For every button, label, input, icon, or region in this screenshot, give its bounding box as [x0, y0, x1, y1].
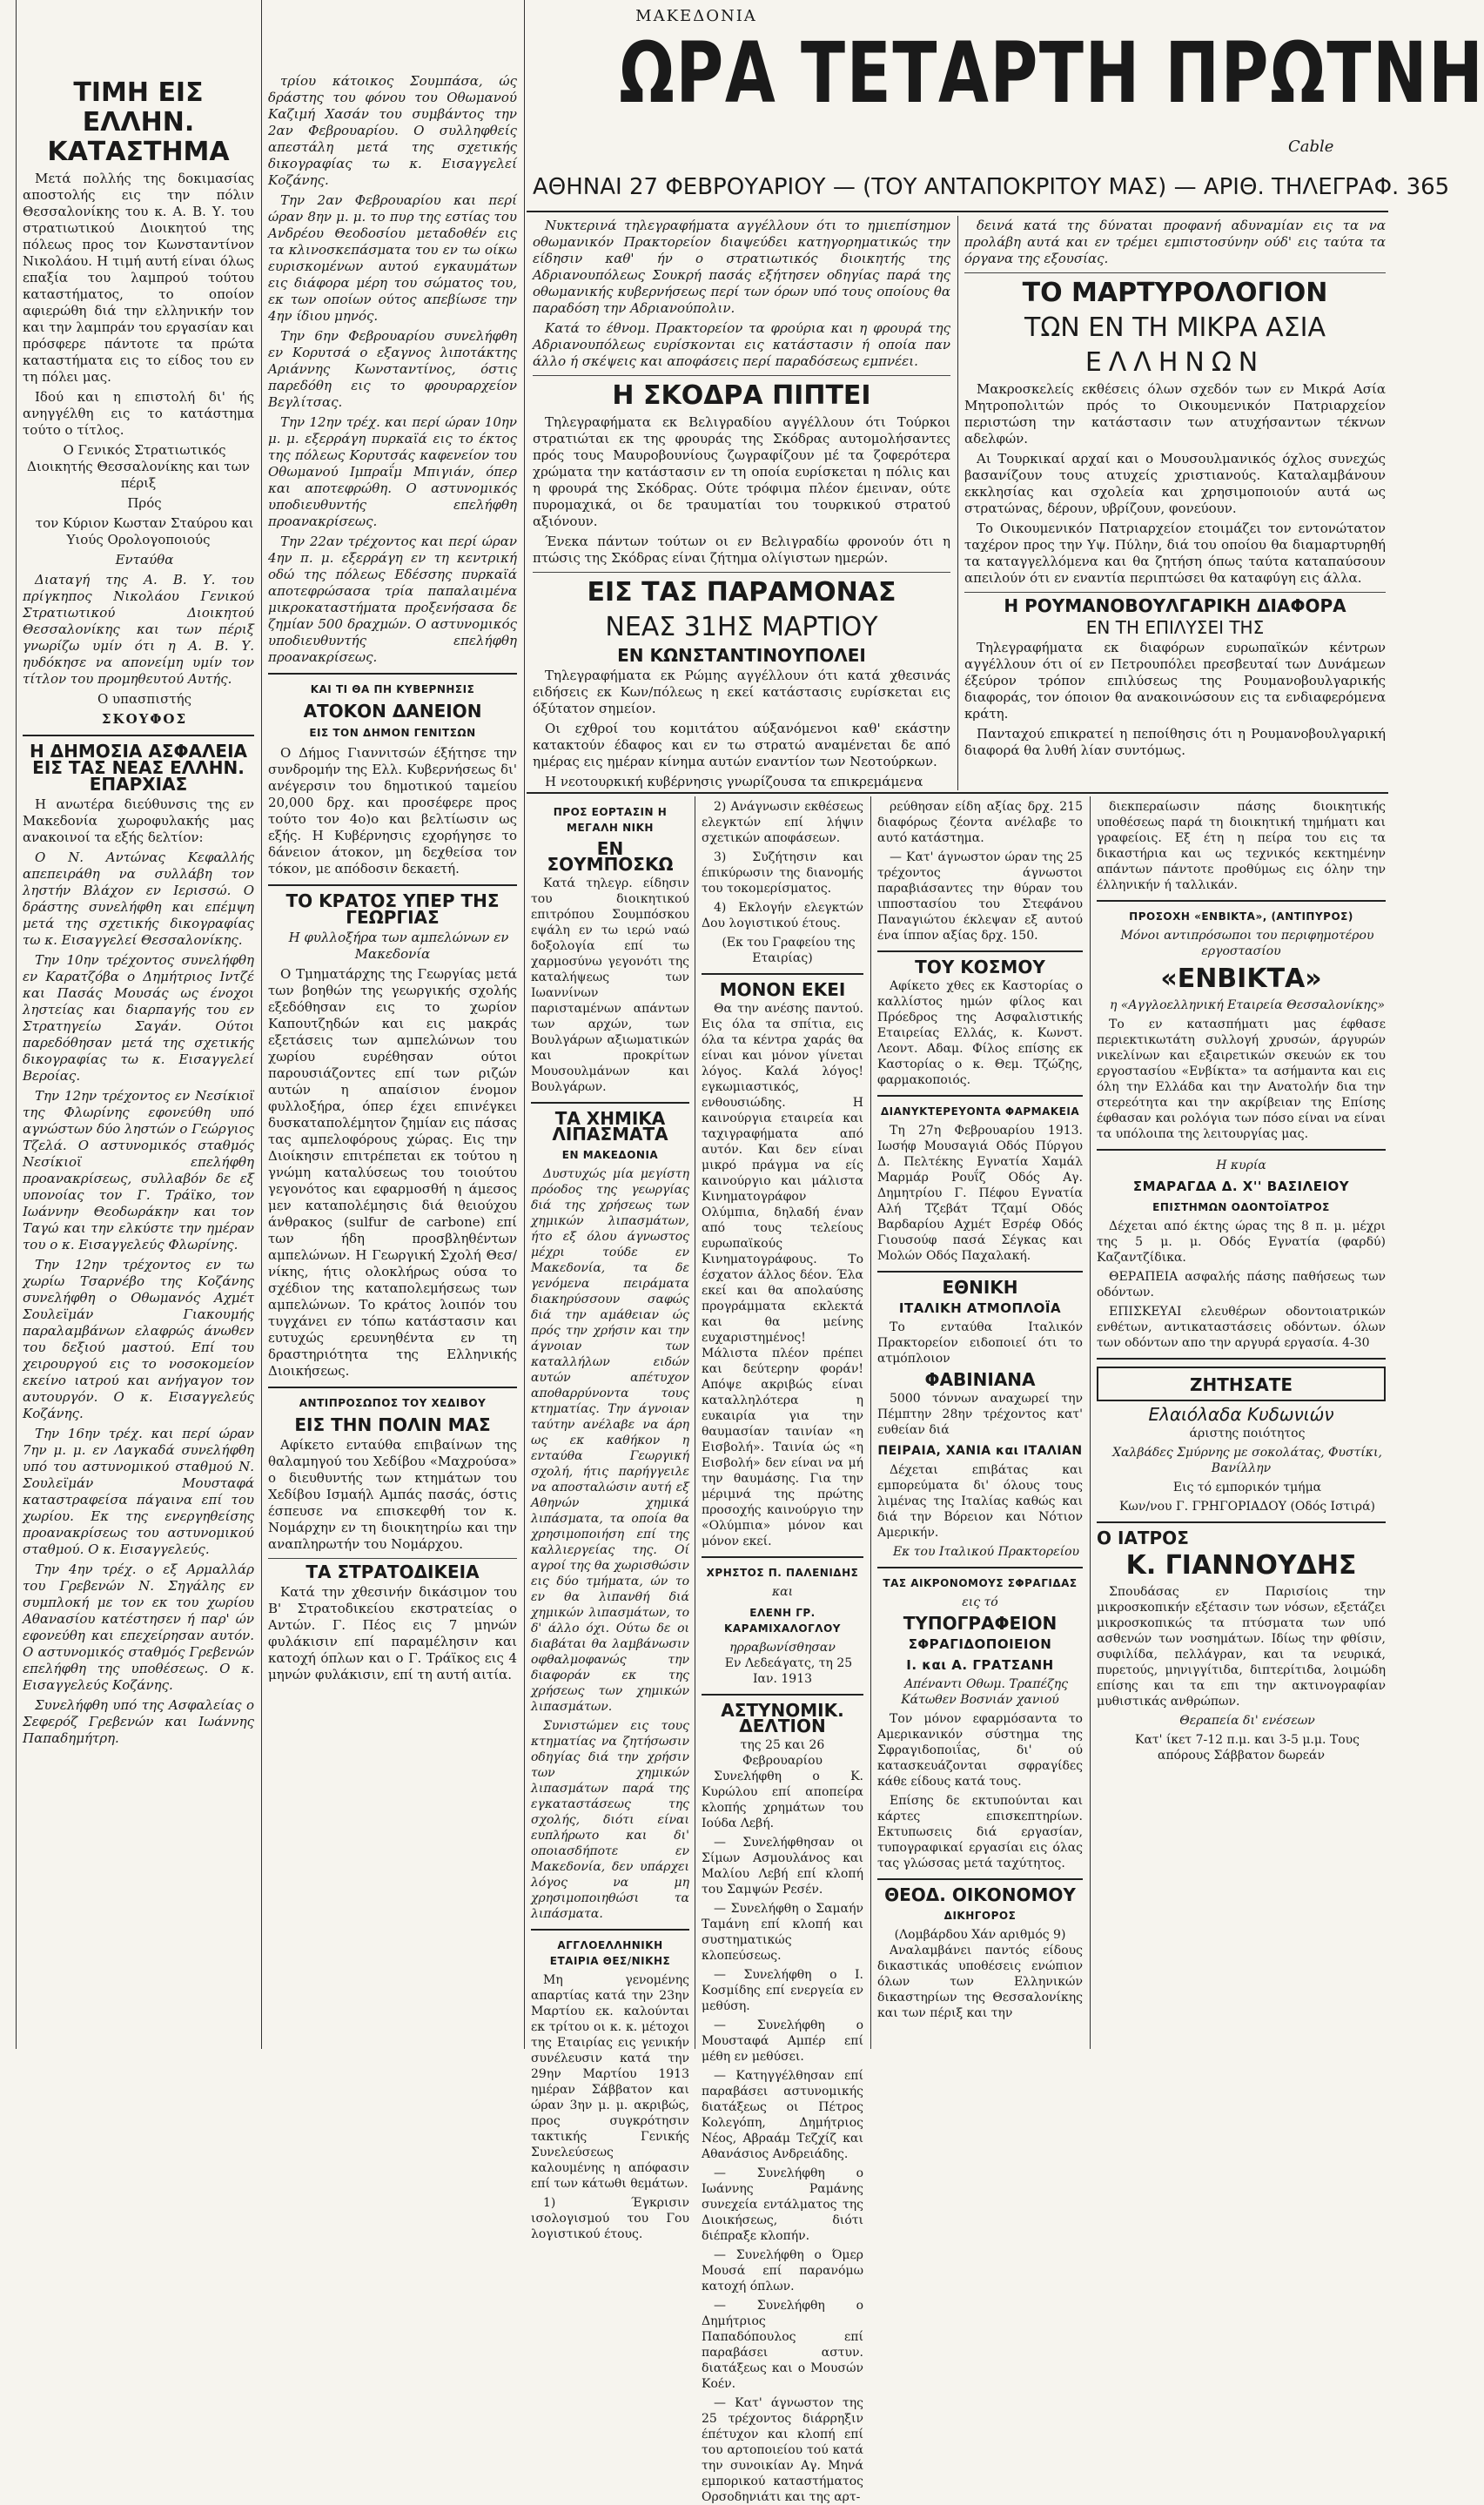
- article-paragraph: — Κατ' άγνωστον της 25 τρέχοντος διάρρηξιν έπέτυχον και κλοπή επί του αρτοποιείου τού κατά την συνοικίαν Αγ. Μηνά εμπορικού καταστήματος Ορσοδηνιάτι και της αρτ-: [702, 2396, 863, 2504]
- ad-address: Απέναντι Οθωμ. Τραπέζης Κάτωθεν Βοσνιάν χανιού: [901, 1677, 1068, 1707]
- divider: [877, 1878, 1083, 1880]
- divider: [268, 1387, 517, 1388]
- article-heading: ΜΟΝΟΝ ΕΚΕΙ: [719, 979, 846, 1000]
- article-paragraph: 3) Συζήτησιν και έπικύρωσιν της διανομής του τοκομερίσματος.: [702, 850, 863, 896]
- ad-heading: ΖΗΤΗΣΑΤΕ: [1189, 1374, 1293, 1395]
- divider: [23, 735, 254, 736]
- ad-heading: «ΕΝΒΙΚΤΑ»: [1160, 964, 1322, 994]
- article-paragraph: Κατά την χθεσινήν δικάσιμον του Β' Στρατοδικείου εκστρατείας ο Αντών. Γ. Πέος εις 7 μηνών φυλάκισιν επί παραμέλησιν και κατοχή όπλων και ο Γ. Τράϊκος εις 4 μηνών φυλάκισιν, επί τη αυτή αιτία.: [268, 1584, 517, 1682]
- article-paragraph: — Κατηγγέλθησαν επί παραβάσει αστυνομικής διατάξεως οι Πέτρος Κολεγόπη, Δημήτριος Νέος, Αβραάμ Τεζχίζ και Αθανάσιος Ανδρειάδης.: [702, 2069, 863, 2161]
- divider: [533, 375, 950, 376]
- ad-paragraph: 5000 τόννων αναχωρεί την Πέμπτην 28ην τρέχοντος κατ' ευθείαν διά: [877, 1392, 1083, 1437]
- article-paragraph: Ο Τμηματάρχης της Γεωργίας μετά των βοηθών της γεωργικής σχολής εξεδόθησαν εις το χωρίον Καπουτζηδών και εις μακράς εξετάσεις των αμπελώνων του χωρίου ευρέθησαν ούτοι παρουσιάζοντες επί των ριζών αυτών η απαίσιον ένομον φυλλοξήρα, όπερ έχει επινέγκει δυσκαταπολέμητον ζημίαν εις πάσας τας αμπελοφόρους χώρας. Εις την Διοίκησιν επιτρέπεται εκ τούτου η γνώμη καταλύσεως του τοιούτου γεγονότος και εφαρμοσθή η άμεσος μεν καταπολέμησις διά θειούχου άνθρακος (sulfur de carbone) επί των ήδη προσβληθέντων αμπελώνων. Η Γεωργική Σχολή Θεσ/νίκης, ήτις ολοκλήρως ούσα το σχέδιον της καταπολεμήσεως των αμπελώνων. Το κράτος λοιπόν του τυγχάνει εν τόπω κατάστασιν και ευτυχώς ερευνηθέντα εν τη δραστηριότητα της Ελληνικής Διοικήσεως.: [268, 966, 517, 1379]
- divider: [702, 1694, 863, 1696]
- letter-location: Ενταύθα: [115, 552, 174, 567]
- ad-destinations: ΠΕΙΡΑΙΑ, ΧΑΝΙΑ και ΙΤΑΛΙΑΝ: [877, 1444, 1083, 1458]
- ad-paragraph: Σπουδάσας εν Παρισίοις την μικροσκοπικήν εξέτασιν των νόσων, εξετάζει μικροσκοπικώς τα πτύσματα των υπό ασθενών των νοσημάτων. Ιδίως την φθίσιν, συφιλίδα, πελλάγραν, και τα νευρικά, πυρετούς, μηνιγγίτιδα, διπτερίτιδα, λοιμώδη επίσης και τα επι την ακτινογραφίαν μυθιστικάς ανθρώπων.: [1097, 1585, 1386, 1709]
- divider: [877, 950, 1083, 952]
- ad-address: (Λομβάρδου Χάν αριθμός 9): [894, 1928, 1066, 1942]
- ad-paragraph: Μόνοι αντιπρόσωποι του περιφημοτέρου εργοστασίου: [1120, 929, 1374, 958]
- banner-container: [531, 24, 1484, 127]
- ad-paragraph: ΕΠΙΣΚΕΥΑΙ ελευθέρων οδοντοιατρικών ενθέτων, αντικαταστάσεις οδόντων. όλων των οδόντων απο την αργυρά εργασία. 4-30: [1097, 1305, 1386, 1350]
- article-paragraph: Συνελήφθη υπό της Ασφαλείας ο Σεφερόζ Γρεβενών και Ιωάννης Παπαδημήτρη.: [23, 1697, 254, 1746]
- ad-heading: Κ. ΓΙΑΝΝΟΥΔΗΣ: [1125, 1550, 1357, 1581]
- article-heading: Η ΡΟΥΜΑΝΟΒΟΥΛΓΑΡΙΚΗ ΔΙΑΦΟΡΑ: [1004, 595, 1346, 616]
- article-paragraph: Αφίκετο χθες εκ Καστορίας ο καλλίστος ημών φίλος και Πρόεδρος της Ασφαλιστικής Εταιρείας Ελλάς, κ. Κωνστ. Λεοντ. Αδαμ. Φίλος επίσης εκ Καστορίας ο κ. Θεμ. Τζώζης, φαρμακοποιός.: [877, 979, 1083, 1087]
- article-heading: ΔΙΑΝΥΚΤΕΡΕΥΟΝΤΑ ΦΑΡΜΑΚΕΙΑ: [880, 1105, 1080, 1118]
- article-heading: ΑΤΟΚΟΝ ΔΑΝΕΙΟΝ: [303, 701, 482, 722]
- article-subheading: ΕΝ ΤΗ ΕΠΙΛΥΣΕΙ ΤΗΣ: [1085, 617, 1265, 638]
- signer-title: Ο υπασπιστής: [97, 691, 192, 707]
- article-kicker: ΚΑΙ ΤΙ ΘΑ ΠΗ ΚΥΒΕΡΝΗΣΙΣ: [310, 683, 475, 695]
- article-heading: ΤΟ ΜΑΡΤΥΡΟΛΟΓΙΟΝ: [1022, 278, 1328, 308]
- article-paragraph: Μετά πολλής της δοκιμασίας αποστολής εις την πόλιν Θεσσαλονίκης του κ. Α. Β. Υ. του στρατιωτικού Διοικητού της πόλεως προς τον Κωνσταντίνον Νικολάου. Η τιμή αυτή είναι όλως επαξία του λαμπρού τούτου καταστήματος, το οποίον αφιερώθη διά την ελληνικήν τον και την λαμπράν του εργασίαν και πρόσφερε πάντοτε τα πρώτα καταστήματα εις το είδος του εν τη πόλει μας.: [23, 171, 254, 385]
- article-paragraph: Την 22αν τρέχοντος και περί ώραν 4ην π. μ. εξερράγη εν τη κεντρική οδώ της πόλεως Εδέσσης πυρκαϊά αποτεφρώσασα τρία παπαλαιμένα μικροκαταστήματα προξενήσασα δε ζημίαν 500 δραχμών. Ο αστυνομικός υποδιευθυντής επελήφθη προανακρίσεως.: [268, 534, 517, 665]
- article-paragraph: — Συνελήφθη ο Όμερ Μουσά επί παρανόμω κατοχή όπλων.: [702, 2248, 863, 2293]
- article-paragraph: 2) Ανάγνωσιν εκθέσεως ελεγκτών επί λήψιν σχετικών αποφάσεων.: [702, 800, 863, 845]
- wedding-name: ΕΛΕΝΗ ΓΡ. ΚΑΡΑΜΙΧΑΛΟΓΛΟΥ: [724, 1607, 841, 1635]
- letter-body: Διαταγή της Α. Β. Υ. του πρίγκηπος Νικολάου Γενικού Στρατιωτικού Διοικητού Θεσσαλονίκης και των πέριξ γνωρίζω υμίν ότι η Α. Β. Υ. ηυδόκησε να απονείμη υμίν τον τίτλον του προμηθευτού Αυτής.: [23, 572, 254, 687]
- column-5: [877, 799, 1083, 2044]
- article-heading: ΤΩΝ ΕΝ ΤΗ ΜΙΚΡΑ ΑΣΙΑ: [1024, 312, 1326, 343]
- article-paragraph: Την 12ην τρέχ. και περί ώραν 10ην μ. μ. εξερράγη πυρκαϊά εις το έκτος της πόλεως Κορυτσάς καφενείον του Οθωμανού Ιμπραΐμ Μπιγιάν, όπερ και αποτεφρώθη. Ο αστυνομικός υποδιευθυντής επελήφθη προανακρίσεως.: [268, 414, 517, 529]
- article-heading: ΕΝ ΣΟΥΜΠΟΣΚΩ: [547, 838, 674, 875]
- divider: [533, 572, 950, 573]
- article-subheading: της 25 και 26 Φεβρουαρίου: [740, 1738, 825, 1768]
- ad-paragraph: Θεραπεία δι' ενέσεων: [1179, 1714, 1315, 1728]
- article-paragraph: Την 12ην τρέχοντος εν Νεσίκιοϊ της Φλωρίνης εφονεύθη υπό αγνώστων δύο ληστών ο Γεώργιος Τζελά. Ο αστυνομικός σταθμός Νεσίκιοϊ επελήφθη προανακρίσεως, συλλαβόν δε εξ υπονοίας τον Γ. Τράϊκο, τον Ιωάννην Θεοδωράκην και τον Ταγώ και την ελκύστε την ημέραν του ο κ. Εισαγγελεύς Φλωρίνης.: [23, 1088, 254, 1252]
- column-rule: [870, 796, 871, 2049]
- article-paragraph: Ο Ν. Αντώνας Κεφαλλής απεπειράθη να συλλάβη τον ληστήν Βλάχον εν Ιερισσώ. Ο δράστης συνελήφθη και επέμψη μετά της σχετικής δικογραφίας τω κ. Εισαγγελεί Θεσσαλονίκης.: [23, 850, 254, 948]
- ad-heading: ΙΤΑΛΙΚΗ ΑΤΜΟΠΛΟΪΑ: [898, 1300, 1062, 1316]
- divider: [877, 1271, 1083, 1273]
- ad-paragraph: Το ενταύθα Ιταλικόν Πρακτορείον ειδοποιεί ότι το ατμόπλοιον: [877, 1320, 1083, 1366]
- article-paragraph: Τηλεγραφήματα εκ διαφόρων ευρωπαϊκών κέντρων αγγέλλουν ότι οί εν Πετρουπόλει πρεσβευταί των Δυνάμεων έξεύρον τρόπον επιλύσεως της Ρουμανοβουλγαρικής διαφοράς, τον όποιον θα ανακοινώσουν εις τα ενδιαφερόμενα κράτη.: [964, 640, 1386, 722]
- divider: [268, 884, 517, 886]
- ad-paragraph: Το εν κατασπήματι μας έφθασε περιεκτικωτάτη συλλογή χρυσών, άργυρών νικελίνων και εξαιρετικών σκευών εκ του εργοστασίου «Ενβίκτα» τα ασήμαντα και εις όλη την Ελλάδα και την Ανατολήν δια την στερεότητα και την ακρίβειαν της Επίσης έφθασαν και ρολόγια των πόσο είναι να είναι τα υπόλοιπα της λειτουργίας μας.: [1097, 1017, 1386, 1141]
- article-paragraph: Οι εχθροί του κομιτάτου αύξανόμενοι καθ' εκάστην κατακτούν έδαφος και εν τω στρατώ αναμένεται δε από ημέρας εις ημέραν κίνημα αυτών εναντίον των Νεοτούρκων.: [533, 721, 950, 769]
- telegrams-left: [533, 218, 950, 788]
- section-rule: [527, 792, 1388, 794]
- ad-paragraph: Κων/νου Γ. ΓΡΗΓΟΡΙΑΔΟΥ (Οδός Ιστιρά): [1118, 1500, 1376, 1514]
- letter-sender: Ο Γενικός Στρατιωτικός Διοικητής Θεσσαλονίκης και των πέριξ: [27, 442, 250, 491]
- article-paragraph: δεινά κατά της δύναται προφανή αδυναμίαν εις τα να προλάβη αυτά και εν τρέμει εμπιστοσύνην ούδ' εις ταύτα τα όργανα της εξουσίας.: [964, 218, 1386, 266]
- column-rule: [261, 0, 262, 2049]
- ad-paragraph: Τον μόνον εφαρμόσαντα το Αμερικανικόν σύστημα της Σφραγιδοποιΐας, δι' ού κατασκευάζονται σφραγίδες κάθε είδους κατά τους.: [877, 1712, 1083, 1789]
- article-paragraph: 4) Εκλογήν ελεγκτών Δου λογιστικού έτους.: [702, 901, 863, 930]
- ad-heading: Ελαιόλαδα Κυδωνιών: [1148, 1404, 1334, 1425]
- article-paragraph: Μη γενομένης απαρτίας κατά την 23ην Μαρτίου εκ. καλούνται εκ τρίτου οι κ. κ. μέτοχοι της Εταιρίας εις γενικήν συνέλευσιν κατά την 29ην Μαρτίου 1913 ημέραν Σάββατον και ώραν 3ην μ. μ. ακριβώς, προς συγκρότησιν τακτικής Γενικής Συνελεύσεως καλουμένης η απόφασιν επί των κάτωθι θεμάτων.: [531, 1973, 689, 2191]
- ad-heading: ΣΦΡΑΓΙΔΟΠΟΙΕΙΟΝ: [908, 1636, 1052, 1652]
- divider: [1097, 1358, 1386, 1360]
- article-subheading: Η φυλλοξήρα των αμπελώνων εν Μακεδονία: [288, 930, 509, 962]
- dateline: ΑΘΗΝΑΙ 27 ΦΕΒΡΟΥΑΡΙΟΥ — (ΤΟΥ ΑΝΤΑΠΟΚΡΙΤΟΥ ΜΑΣ) — ΑΡΙΘ. ΤΗΛΕΓΡΑΦ. 365: [533, 174, 1450, 200]
- divider: [1097, 1149, 1386, 1151]
- article-paragraph: Τηλεγραφήματα εκ Βελιγραδίου αγγέλλουν ότι Τούρκοι στρατιώται εκ της φρουράς της Σκόδρας αυτομολήσαντες πρός τους Μαυροβουνίους ζωγραφίζουν μέ τα ζοφερότερα χρώματα την κατάστασιν εν τη οποία ευρίσκεται η πόλις και η φρουρά της Σκόδρας. Ούτε τρόφιμα πλέον έμειναν, ούτε πυρομαχικά, οι δε τραυματίαι του τουρκικού στρατού αξιόνουν.: [533, 414, 950, 529]
- column-rule: [524, 0, 525, 2049]
- wedding-status: ηρραβωνίσθησαν: [729, 1641, 836, 1655]
- divider: [531, 1929, 689, 1931]
- article-paragraph: Το Οικουμενικόν Πατριαρχείον ετοιμάζει τον εντονώτατον ταχέρον προς την Υψ. Πύλην, διά του οποίου θα διαμαρτυρηθή τα καταγγελλόμενα και θα ζητήση όπως ταύτα καταπαύσουν απειλούν ότι εν εναντία περιπτώσει θα καταφύγη εις άλλα.: [964, 520, 1386, 586]
- divider: [702, 973, 863, 975]
- ad-heading: Ο ΙΑΤΡΟΣ: [1097, 1528, 1189, 1548]
- divider: [268, 1558, 517, 1559]
- ad-paragraph: Δέχεται επιβάτας και εμπορεύματα δι' όλους τους λιμένας της Ιταλίας καθώς και διά την Βόρειον και Νότιον Αμερικήν.: [877, 1463, 1083, 1540]
- article-subheading: ΕΝ ΚΩΝΣΤΑΝΤΙΝΟΥΠΟΛΕΙ: [617, 645, 866, 666]
- ad-kicker: ΠΡΟΣΟΧΗ «ΕΝΒΙΚΤΑ», (ΑΝΤΙΠΥΡΟΣ): [1129, 910, 1353, 923]
- ad-paragraph: ΘΕΡΑΠΕΙΑ ασφαλής πάσης παθήσεως των οδόντων.: [1097, 1270, 1386, 1300]
- article-paragraph: Κατά τηλεγρ. είδησιν του διοικητικού επιτρόπου Σουμπόσκου εψάλη εν τω ιερώ ναώ δοξολογία επί τω χαρμοσύνω γεγονότι της καταλήψεως των Ιωαννίνων παρισταμένων απάντων των αρχών, των Βουλγάρων αξιωματικών και προκρίτων Μουσουλμάνων και Βουλγάρων.: [531, 876, 689, 1094]
- article-paragraph: Ο Δήμος Γιαννιτσών έξήτησε την συνδρομήν της Ελλ. Κυβερνήσεως δι' ανέγερσιν του δημοτικού ταμείου 20,000 δρχ. και προσέφερε προς τούτο τον 4ο)ο και βελτίωσιν ως εξής. Η Κυβέρνησις εχορήγησε το δάνειον άτοκον, μη δεχθείσα τον τόκον, με απόδοσιν δεκαετή.: [268, 745, 517, 876]
- letter-to: Πρός: [127, 495, 162, 511]
- column-6: [1097, 799, 1386, 2044]
- article-kicker: ΠΡΟΣ ΕΟΡΤΑΣΙΝ Η ΜΕΓΑΛΗ ΝΙΚΗ: [553, 806, 668, 834]
- banner-title: ΩΡΑ ΤΕΤΑΡΤΗ ΠΡΩΤΝΗ: [619, 24, 1484, 122]
- article-paragraph: Δυστυχώς μία μεγίστη πρόοδος της γεωργίας διά της χρήσεως των χημικών λιπασμάτων, ήτο εξ όλου άγνωστος μέχρι τούδε εν Μακεδονία, τα δε γενόμενα πειράματα διακηρύσσουν σαφώς διά την αμάθειαν ώς πρός την χρήσιν και την άγνοιαν των καταλλήλων ειδών αυτών απέτυχον αποθαρρύνοντα τους κτηματίας. Την άγνοιαν ταύτην ανέλαβε να άρη ως εκ καθήκον η ενταύθα Γεωργική σχολή, ήτις παρήγγειλε να αποσταλώσιν αυτή εξ Αθηνών χημικά λιπάσματα, τα οποία θα χρησιμοποιήση επί της καλλιεργείας της. Οί αγροί της θα χωρισθώσιν εις δύο τμήματα, ών το εν θα λιπανθή διά χημικών λιπασμάτων, το δ' άλλο όχι. Ούτω δε οι διαβάται θα λαμβάνωσιν οφθαλμοφανώς την διαφοράν εκ της χρήσεως των χημικών λιπασμάτων.: [531, 1167, 689, 1714]
- article-heading: ΑΣΤΥΝΟΜΙΚ. ΔΕΛΤΙΟΝ: [721, 1700, 844, 1736]
- ad-heading: ΤΥΠΟΓΡΑΦΕΙΟΝ: [903, 1613, 1058, 1634]
- ad-paragraph: Επίσης δε εκτυπούνται και κάρτες επισκεπτηρίων. Εκτυπωσεις διά εργασίαν, τυπογραφικαί εργασίαι εις όλας τας γλώσσας μετά ταχύτητος.: [877, 1794, 1083, 1870]
- article-subheading: ΕΙΣ ΤΟΝ ΔΗΜΟΝ ΓΕΝΙΤΣΩΝ: [309, 727, 476, 739]
- article-paragraph: Την 12ην τρέχοντος εν τω χωρίω Τσαρνέβο της Κοζάνης συνελήφθη ο Οθωμανός Αχμέτ Σουλεϊμάν Γιακουμής παραλαμβάνων ελαφρώς άνωθεν του δεξιού μαστού. Επί του χειρουργού εις το νοσοκομείον εκείνο ιατρού και ανήγαγον τον αυτουργόν. Ο κ. Εισαγγελεύς Κοζάνης.: [23, 1257, 254, 1421]
- article-heading: ΤΙΜΗ ΕΙΣ ΕΛΛΗΝ. ΚΑΤΑΣΤΗΜΑ: [47, 77, 230, 167]
- article-paragraph: Μακροσκελείς εκθέσεις όλων σχεδόν των εν Μικρά Ασία Μητροπολιτών πρός το Οικουμενικόν Πατριαρχείον περιστώση την κατάστασιν των ατυχήσαντων τέκνων αδελφών.: [964, 381, 1386, 447]
- article-heading: Η ΣΚΟΔΡΑ ΠΙΠΤΕΙ: [612, 380, 871, 411]
- article-paragraph: Συνιστώμεν εις τους κτηματίας να ζητήσωσιν οδηγίας διά την χρήσιν των χημικών λιπασμάτων παρά της εγκαταστάσεως της σχολής, διότι είναι ευπλήρωτο και δι' οποιασδήποτε εν Μακεδονία, δεν υπάρχει λόγος να μη χρησιμοποιηθώσι τα λιπάσματα.: [531, 1719, 689, 1921]
- article-heading: ΤΑ ΣΤΡΑΤΟΔΙΚΕΙΑ: [306, 1561, 480, 1582]
- ad-paragraph: Κατ' ίκετ 7-12 π.μ. και 3-5 μ.μ. Τους απόρους Σάββατον δωρεάν: [1134, 1733, 1360, 1763]
- article-paragraph: 1) Έγκρισιν ισολογισμού του Γου λογιστικού έτους.: [531, 2196, 689, 2241]
- ad-paragraph: Εις τό εμπορικόν τμήμα: [1172, 1481, 1322, 1494]
- ad-paragraph: Δέχεται από έκτης ώρας της 8 π. μ. μέχρι της 5 μ. μ. Οδός Εγνατία (φαρδύ) Καζαντζίδικα.: [1097, 1219, 1386, 1265]
- ad-heading: Ι. και Α. ΓΡΑΤΣΑΝΗ: [906, 1657, 1054, 1673]
- article-paragraph: Την 16ην τρέχ. και περί ώραν 7ην μ. μ. εν Λαγκαδά συνελήφθη υπό του αστυνομικού σταθμού Ν. Σουλεϊμάν Μουσταφά καταστραφείσα πάγαινα επί του χωρίου. Εκ της ενεργηθείσης προανακρίσεως του αστυνομικού σταθμού. Ο κ. Εισαγγελεύς.: [23, 1426, 254, 1557]
- ad-connector: εις τό: [962, 1595, 998, 1609]
- article-paragraph: — Συνελήφθη ο Δημήτριος Παπαδόπουλος επί παραβάσει αστυν. διατάξεως και ο Μουσών Κοέν.: [702, 2299, 863, 2391]
- article-paragraph: — Συνελήφθη ο Ιωάννης Ραμάνης συνεχεία εντάλματος της Διοικήσεως, διότι διέπραξε κλοπήν.: [702, 2166, 863, 2243]
- divider: [1097, 900, 1386, 902]
- page-edge-line: [16, 0, 17, 2049]
- cable-label: Cable: [1288, 138, 1334, 156]
- article-paragraph: Αφίκετο ενταύθα επιβαίνων της θαλαμηγού του Χεδίβου «Μαχρούσα» ο διευθυντής των κτημάτων του Χεδίβου Ισμαήλ Αμπάς πασάς, όστις έσπευσε να επισκεφθή τον κ. Νομάρχην εν τη διοικητηρίω και την αναπληρωτήν του Νομάρχου.: [268, 1437, 517, 1552]
- article-paragraph: Ιδού και η επιστολή δι' ής ανηγγέλθη εις το κατάστημα τούτο ο τίτλος.: [23, 389, 254, 438]
- divider: [702, 1556, 863, 1558]
- article-paragraph: Κατά το έθνομ. Πρακτορείον τα φρούρια και η φρουρά της Αδριανουπόλεως ευρίσκονται εις κατάστασιν ή οποία παν άλλο ή σκέψεις και αποφάσεις περί παραδόσεως εμπνέει.: [533, 320, 950, 369]
- letter-recipient: τον Κύριον Κωσταν Σταύρου και Υιούς Ορολογοποιούς: [35, 515, 254, 547]
- article-paragraph: — Συνελήφθη ο Μουσταφά Αμπέρ επί μέθη εν μεθύσει.: [702, 2018, 863, 2064]
- ad-paragraph: η «Αγγλοελληνική Εταιρεία Θεσσαλονίκης»: [1109, 998, 1386, 1012]
- column-rule: [1090, 796, 1091, 2049]
- ad-paragraph: διεκπεραίωσιν πάσης διοικητικής υποθέσεως παρά τη διοικητική τημήματι και γραφείοις. Εξ έτη η πείρα του εις τα δικαστήρια και ως τεχνικός κεκτημένην απάντων πάντοτε προθύμως εις όλην την έλληνικήν ή ταλλικάν.: [1097, 800, 1386, 892]
- ad-heading: ΣΜΑΡΑΓΔΑ Δ. Χ'' ΒΑΣΙΛΕΙΟΥ: [1132, 1179, 1350, 1194]
- article-heading: ΕΛΛΗΝΩΝ: [1084, 347, 1266, 378]
- article-paragraph: Θα την ανέσης παντού. Εις όλα τα σπίτια, εις όλα τα κέντρα χαράς θα είναι και μόνον γίνεται λόγος. Καλά λόγος! εγκωμιαστικός, ενθουσιώδης. Η καινούργια εταιρεία και ταχιγραφήματα από αυτόν. Και δεν είναι μικρό πράγμα να είς καινούργιο και μάλιστα Κινηματογράφον Ολύμπια, δηλαδή έναν από τους τελείους ευρωπαϊκούς Κινηματογράφους. Το έσχατον άλλος δέον. Έλα εκεί και θα απολαύσης προγράμματα εκλεκτά και θα μείνης ευχαριστημένος! Μάλιστα πλέον πρέπει και δεύτερην φοράν! Απόψε ακριβώς είναι καταλληλότερα η ευκαιρία για την θαυμασίαν ταινίαν «η Εισβολή». Ταινία ώς «η Εισβολή» δεν είναι να μή την θαυμάσης. Για την μέριμνά της πρώτης προσοχής καινούργιο την «Ολύμπια» μόνον και μόνον εκεί.: [702, 1002, 863, 1548]
- article-paragraph: — Συνελήφθη ο Σαμαήν Ταμάνη επί κλοπή και συστηματικώς κλοπεύσεως.: [702, 1902, 863, 1963]
- article-paragraph: Ένεκα πάντων τούτων οι εν Βελιγραδίω φρονούν ότι η πτώσις της Σκόδρας είναι ζήτημα ολίγιστων ημερών.: [533, 534, 950, 566]
- article-heading: ΕΙΣ ΤΗΝ ΠΟΛΙΝ ΜΑΣ: [294, 1414, 491, 1435]
- article-paragraph: Νυκτερινά τηλεγραφήματα αγγέλλουν ότι το ημιεπίσημον οθωμανικόν Πρακτορείον διαψεύδει κατηγορηματικώς την είδησιν καθ' ήν ο στρατιωτικός διοικητής της Αδριανουπόλεως Σουκρή πασάς εξήτησεν οδηγίας παρά της οθωμανικής κυβερνήσεως περί των όρων υπό τους οποίους θα παραδόση την Αδριανούπολιν.: [533, 218, 950, 316]
- ad-heading: ΕΘΝΙΚΗ: [942, 1277, 1018, 1298]
- wedding-name: ΧΡΗΣΤΟΣ Π. ΠΑΛΕΝΙΔΗΣ: [706, 1567, 859, 1579]
- article-paragraph: Τηλεγραφήματα εκ Ρώμης αγγέλλουν ότι κατά χθεσινάς ειδήσεις εκ Κων/πόλεως η εκεί κατάστασις ευρίσκεται εις όξύτατον σημείον.: [533, 668, 950, 716]
- divider: [268, 673, 517, 675]
- ad-paragraph: Αναλαμβάνει παντός είδους δικαστικάς υποθέσεις ενώπιον όλων των Ελληνικών δικαστηρίων της Θεσσαλονίκης και των πέριξ και την: [877, 1944, 1083, 2020]
- article-paragraph: Την 2αν Φεβρουαρίου και περί ώραν 8ην μ. μ. το πυρ της εστίας του Ανδρέου Θεοδοσίου μεταδοθέν εις τα κλινοσκεπάσματα του εν τω οίκω ευρισκομένων αυτού εγκαυμάτων εις διάφορα μέρη του σώματος του, εκ των οποίων ούτος απεβίωσε την 4ην ίδιου μηνός.: [268, 192, 517, 324]
- divider: [877, 1095, 1083, 1097]
- ad-kicker: ΤΑΣ ΑΙΚΡΟΝΟΜΟΥΣ ΣΦΡΑΓΙΔΑΣ: [883, 1577, 1078, 1589]
- column-rule: [957, 216, 958, 790]
- signer-name: ΣΚΟΥΦΟΣ: [101, 711, 188, 727]
- article-paragraph: ρεύθησαν είδη αξίας δρχ. 215 διαφόρως ζέοντα ανέλαβε το αυτό κατάστημα.: [877, 800, 1083, 845]
- article-heading: ΝΕΑΣ 31ΗΣ ΜΑΡΤΙΟΥ: [605, 612, 878, 642]
- ad-paragraph: άριστης ποιότητος: [1189, 1427, 1306, 1441]
- article-paragraph: Η ανωτέρα διεύθυνσις της εν Μακεδονία χωροφυλακής μας ανακοινοί τα εξής δελτίον:: [23, 796, 254, 845]
- article-paragraph: Αι Τουρκικαί αρχαί και ο Μουσουλμανικός όχλος συνεχώς βασανίζουν τους ατυχείς χριστιανούς. Καταλαμβάνουν εκκλησίας και σχολεία και χρησιμοποιούν αυτά ως στρατώνας, δέρουν, υβρίζουν, φονεύουν.: [964, 451, 1386, 516]
- article-heading: ΕΙΣ ΤΑΣ ΠΑΡΑΜΟΝΑΣ: [587, 577, 896, 608]
- article-paragraph: — Συνελήφθησαν οι Σίμων Ασμουλάνος και Μαλίου Λεβή επί κλοπή του Σαμψών Ρεσέν.: [702, 1836, 863, 1897]
- divider: [531, 1102, 689, 1104]
- article-heading: Η ΔΗΜΟΣΙΑ ΑΣΦΑΛΕΙΑ ΕΙΣ ΤΑΣ ΝΕΑΣ ΕΛΛΗΝ. ΕΠΑΡΧΙΑΣ: [29, 741, 248, 795]
- ad-heading: Η κυρία: [1216, 1158, 1266, 1172]
- masthead-rule: [527, 211, 1388, 212]
- article-heading: ΑΓΓΛΟΕΛΛΗΝΙΚΗ ΕΤΑΙΡΙΑ ΘΕΣ/ΝΙΚΗΣ: [549, 1939, 671, 1967]
- ad-paragraph: Χαλβάδες Σμύρνης με σοκολάτας, Φυστίκι, Βανίλλην: [1112, 1446, 1382, 1475]
- ad-subheading: ΔΙΚΗΓΟΡΟΣ: [943, 1910, 1017, 1922]
- article-subheading: ΕΝ ΜΑΚΕΔΟΝΙΑ: [561, 1149, 659, 1161]
- divider: [964, 272, 1386, 273]
- column-2: [268, 73, 517, 2042]
- article-heading: ΤΑ ΧΗΜΙΚΑ ΛΙΠΑΣΜΑΤΑ: [552, 1108, 668, 1145]
- article-paragraph: Τη 27η Φεβρουαρίου 1913. Ιωσήφ Μουσαγιά Οδός Πύργου Δ. Πελτέκης Εγνατία Χαμάλ Μαρμάρ Ρουΐζ Οδός Αγ. Δημητρίου Γ. Πέφου Εγνατία Αλή Τζεβάτ Τζαμί Οδός Βαρδαρίου Αχμέτ Εσρέφ Οδός Γιουσούφ πασά Σέγκας και Μολών Οδός Παχαλακή.: [877, 1124, 1083, 1263]
- column-3: [531, 799, 689, 2241]
- article-paragraph: Την 10ην τρέχοντος συνελήφθη εν Καρατζόβα ο Δημήτριος Ιντζέ και Πασάς Μουσάς ως ένοχοι ληστείας και διαρπαγής του εν Στρατηγείω Σαγάν. Ούτοι παρεδόθησαν μετά της σχετικής δικογραφίας τω κ. Εισαγγελεί Βεροίας.: [23, 952, 254, 1084]
- divider: [964, 592, 1386, 593]
- article-paragraph: — Συνελήφθη ο Ι. Κοσμίδης επί ενεργεία εν μεθύση.: [702, 1968, 863, 2013]
- ad-credit: Εκ του Ιταλικού Πρακτορείου: [892, 1545, 1080, 1559]
- article-credit: (Εκ του Γραφείου της Εταιρίας): [722, 936, 856, 965]
- ship-name: ΦΑΒΙΝΙΑΝΑ: [924, 1369, 1036, 1390]
- article-paragraph: Την 4ην τρέχ. ο εξ Αρμαλλάρ του Γρεβενών Ν. Σηγάλης εν συμπλοκή με τον εκ του χωρίου Αθανασίου κατέστησεν ή παρ' ών εφονεύθη και επεχείρησαν αυτόν. Ο αστυνομικός σταθμός Γρεβενών επελήφθη της υποθέσεως. Ο κ. Εισαγγελεύς Κοζάνης.: [23, 1561, 254, 1693]
- wedding-and: και: [771, 1585, 794, 1599]
- divider: [1097, 1521, 1386, 1523]
- wedding-place: Εν Λεδεάγατς, τη 25 Ιαν. 1913: [724, 1656, 853, 1686]
- paper-name: ΜΑΚΕΔΟΝΙΑ: [635, 7, 757, 25]
- ad-heading: ΘΕΟΔ. ΟΙΚΟΝΟΜΟΥ: [884, 1884, 1076, 1905]
- article-kicker: ΑΝΤΙΠΡΟΣΩΠΟΣ ΤΟΥ ΧΕΔΙΒΟΥ: [299, 1397, 487, 1409]
- article-paragraph: — Κατ' άγνωστον ώραν της 25 τρέχοντος άγνωστοι παραβιάσαντες την θύραν του ιπποστασίου του Στεφάνου Παναγιώτου έκλεψαν εξ αυτού ένα ίππον αξίας δρχ. 150.: [877, 850, 1083, 943]
- article-paragraph: Συνελήφθη ο Κ. Κυρώλου επί αποπείρα κλοπής χρημάτων του Ιούδα Λεβή.: [702, 1770, 863, 1830]
- article-paragraph: τρίου κάτοικος Σουμπάσα, ώς δράστης του φόνου του Οθωμανού Καζιμή Χασάν του συμβάντος την 2αν Φεβρουαρίου. Ο συλληφθείς απεστάλη μετά της σχετικής δικογραφίας τω κ. Εισαγγελεί Κοζάνης.: [268, 73, 517, 188]
- telegrams-right: [964, 218, 1386, 788]
- article-heading: ΤΟ ΚΡΑΤΟΣ ΥΠΕΡ ΤΗΣ ΓΕΩΡΓΙΑΣ: [285, 890, 500, 928]
- column-4: [702, 799, 863, 2504]
- ad-subheading: ΕΠΙΣΤΗΜΩΝ ΟΔΟΝΤΟΪΑΤΡΟΣ: [1152, 1201, 1330, 1213]
- article-paragraph: Η νεοτουρκική κυβέρνησις γνωρίζουσα τα επικρεμάμενα: [545, 774, 923, 789]
- article-heading: ΤΟΥ ΚΟΣΜΟΥ: [915, 957, 1045, 977]
- article-paragraph: Την 6ην Φεβρουαρίου συνελήφθη εν Κορυτσά ο εξαγνος λιποτάκτης Αριάννης Κωνσταντίνος, όστις παρεδόθη εις το φρουραρχείον Βεγλίτσας.: [268, 328, 517, 410]
- article-paragraph: Πανταχού επικρατεί η πεποίθησις ότι η Ρουμανοβουλγαρική διαφορά θα λυθή λίαν συντόμως.: [964, 726, 1386, 758]
- column-1: [23, 73, 254, 2042]
- divider: [877, 1567, 1083, 1568]
